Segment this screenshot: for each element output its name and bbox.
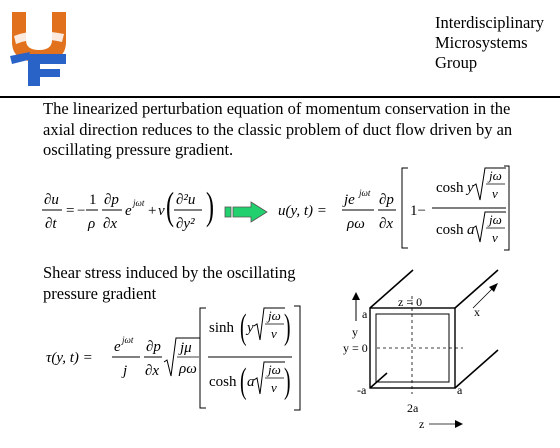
eq3-jw-bot: jω [268,362,281,377]
eq1-lparen: ( [166,185,174,229]
eq3-lparen-bot: ( [240,361,247,402]
eq2-lhs: u(y, t) = [278,203,327,219]
eq2-cosh-bot: cosh [436,222,464,238]
eq1-equals: = [66,203,75,219]
eq1-dt: ∂t [45,216,57,232]
eq3-y: y [247,320,254,336]
eq2-one-minus: 1− [410,203,426,219]
label-2a: 2a [407,401,419,415]
label-a-top: a [362,307,368,321]
label-z-0: z = 0 [398,295,423,309]
eq1-minus: − [77,203,86,219]
eq1-one: 1 [89,192,97,208]
eq3-nu-bot: ν [271,380,277,395]
implies-arrow-icon [223,200,269,224]
eq3-nu-top: ν [271,326,277,341]
eq2-jw-bot: jω [489,212,502,227]
label-z: z [419,417,425,431]
eq2-dp: ∂p [379,192,394,208]
eq2-dx: ∂x [379,216,394,232]
eq3-a: a [247,374,255,390]
eq1-exp: jωt [133,198,145,208]
eq2-jw-top: jω [489,168,502,183]
eq3-dp: ∂p [146,339,161,355]
eq3-cosh: cosh [209,374,237,390]
label-a-right: a [457,383,463,397]
eq3-rparen-top: ) [284,307,291,348]
eq2-nu-top: ν [492,186,498,201]
duct-geometry-diagram [343,268,543,438]
eq1-nu: ν [158,203,165,219]
eq1-rho: ρ [88,216,96,232]
group-name: Interdisciplinary Microsystems Group [435,13,545,72]
eq3-num: e [114,339,121,355]
eq2-y: y [467,180,474,196]
eq3-jw-top: jω [268,308,281,323]
eq2-nu-bot: ν [492,230,498,245]
intro-paragraph: The linearized perturbation equation of momentum conservation in the axial direction reduces to the classic problem of duct flow driven by an oscillating pressure gradient. [43,99,513,159]
eq1-dp: ∂p [104,192,119,208]
eq1-dy2: ∂y² [176,216,195,232]
shear-stress-equation [42,302,302,412]
label-neg-a: -a [357,383,367,397]
eq1-du: ∂u [44,192,59,208]
eq3-rhow: ρω [179,361,197,377]
eq2-cosh-top: cosh [436,180,464,196]
eq1-rparen: ) [206,185,214,229]
eq2-num-exp: jωt [359,188,371,198]
eq1-plus: + [148,203,157,219]
eq2-den: ρω [347,216,365,232]
university-logo-icon [4,6,74,88]
label-y: y [352,325,358,339]
velocity-solution-equation [270,162,510,252]
eq2-num: je [344,192,355,208]
eq3-lparen-top: ( [240,307,247,348]
eq3-lhs: τ(y, t) = [46,350,93,366]
eq3-jmu: jμ [180,340,192,356]
eq1-e: e [125,203,132,219]
header-divider [0,96,560,98]
eq3-num-exp: jωt [122,335,134,345]
label-y-0: y = 0 [343,341,368,355]
eq3-rparen-bot: ) [284,361,291,402]
eq1-dx: ∂x [103,216,118,232]
eq3-den: j [123,363,128,379]
eq3-sinh: sinh [209,320,235,336]
label-x: x [474,305,480,319]
eq3-dx: ∂x [145,363,160,379]
shear-stress-caption: Shear stress induced by the oscillating pressure gradient [43,263,296,303]
eq1-d2u: ∂²u [176,192,196,208]
momentum-equation [42,186,222,256]
eq2-a: a [467,222,475,238]
